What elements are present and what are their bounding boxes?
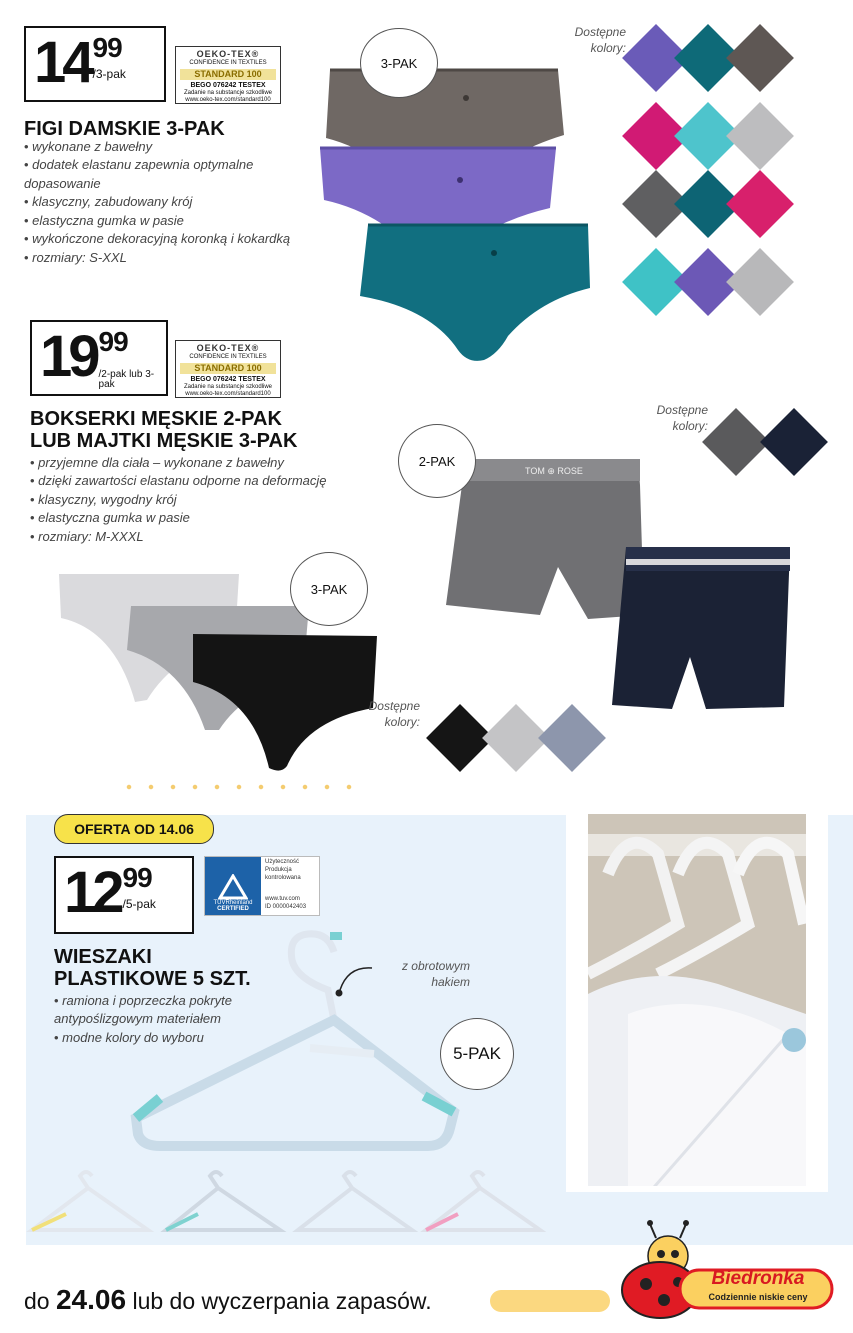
pack-label-hangers: 5-PAK [440,1018,514,1090]
price-box-underwear-men [30,320,168,396]
price-main: 19 [40,324,97,389]
price-box-hangers [54,856,194,934]
available-colors-label: Dostępne kolory: [656,403,708,434]
cert-code: BEGO 076242 TESTEX [190,375,266,383]
validity-suffix: lub do wyczerpania zapasów. [132,1288,432,1314]
tuv-triangle-icon [218,874,248,900]
brand-tagline: Codziennie niskie ceny [708,1292,808,1302]
pack-label-briefs-women: 3-PAK [360,28,438,98]
cert-standard: STANDARD 100 [180,363,276,374]
cert-note: Zadanie na substancje szkodliwe [183,384,273,391]
cert-sub: CONFIDENCE IN TEXTILES [189,59,267,66]
footer-accent-bar [490,1290,610,1312]
price-box-briefs-women [24,26,166,102]
feature-item: • ramiona i poprzeczka pokryte antypoślizgowym materiałem [54,992,264,1029]
feature-item: • rozmiary: S-XXL [24,249,294,267]
hanger-photo-image [588,814,806,1186]
color-swatch [726,170,794,238]
color-swatches-briefs-women [620,18,810,318]
price-unit: /2-pak lub 3-pak [98,369,155,390]
title-line: BOKSERKI MĘSKIE 2-PAK [30,408,282,430]
validity-prefix: do [24,1288,50,1314]
feature-item: • elastyczna gumka w pasie [30,509,370,527]
feature-item: • wykonane z bawełny [24,138,294,156]
hangers-row-image [26,1166,566,1244]
validity-date: 24.06 [55,1284,127,1315]
feature-item: • dodatek elastanu zapewnia optymalne dopasowanie [24,156,294,193]
validity-note [24,1284,432,1316]
product-title-underwear-men [30,408,297,452]
feature-item: • wykończone dekoracyjną koronką i kokardką [24,230,294,248]
section-divider [118,784,358,790]
color-swatch [726,24,794,92]
color-swatches-briefs-men [424,702,614,772]
available-colors-label: Dostępne kolory: [574,25,626,56]
color-swatches-boxers [700,406,830,476]
color-swatch [760,408,828,476]
cert-url: www.oeko-tex.com/standard100 [185,391,271,398]
title-line: PLASTIKOWE 5 SZT. [54,968,251,990]
cert-name: OEKO-TEX® [196,343,260,353]
biedronka-logo [620,1218,838,1322]
oeko-tex-certificate [175,46,281,104]
feature-item: • klasyczny, wygodny krój [30,491,370,509]
tuv-certified: CERTIFIED [217,906,249,912]
cert-url: www.oeko-tex.com/standard100 [185,97,271,104]
cert-code: BEGO 076242 TESTEX [190,81,266,89]
cert-standard: STANDARD 100 [180,69,276,80]
color-swatch [726,102,794,170]
tuv-certificate [204,856,320,916]
cert-sub: CONFIDENCE IN TEXTILES [189,353,267,360]
price-cents: 99 [98,326,128,357]
feature-list-underwear-men [30,454,370,546]
feature-item: • przyjemne dla ciała – wykonane z bawełny [30,454,370,472]
feature-list-briefs-women [24,138,294,267]
pack-label-boxers: 2-PAK [398,424,476,498]
price-cents: 99 [92,32,122,63]
price-main: 12 [64,860,121,925]
tuv-brand: TÜVRheinland [213,900,253,906]
tuv-logo [205,857,261,915]
brand-name: Biedronka [711,1268,805,1289]
price-unit: /5-pak [122,897,156,911]
cert-note: Zadanie na substancje szkodliwe [183,90,273,97]
price-main: 14 [34,30,91,95]
cert-name: OEKO-TEX® [196,49,260,59]
price-cents: 99 [122,862,152,893]
boxers-men-image [440,455,792,717]
feature-item: • elastyczna gumka w pasie [24,212,294,230]
waistband-text: TOM ⊕ ROSE [525,466,583,476]
product-title-briefs-women: FIGI DAMSKIE 3-PAK [24,118,225,140]
available-colors-label: Dostępne kolory: [368,699,420,730]
hanger-main-image [120,928,460,1156]
tuv-line: kontrolowana [265,874,301,881]
feature-item: • rozmiary: M-XXXL [30,528,370,546]
pack-label-briefs-men: 3-PAK [290,552,368,626]
tuv-line: Użyteczność [265,859,300,865]
title-line: WIESZAKI [54,946,152,968]
tuv-id: ID 0000042403 [265,904,307,911]
hook-note: z obrotowym hakiem [401,959,470,990]
tuv-line: Produkcja [265,866,292,873]
briefs-women-image [318,60,598,365]
feature-item: • modne kolory do wyboru [54,1029,264,1047]
color-swatch [726,248,794,316]
price-unit: /3-pak [92,67,126,81]
tuv-url: www.tuv.com [265,896,300,903]
tuv-details [261,857,310,915]
feature-item: • klasyczny, zabudowany krój [24,193,294,211]
hanger-photo [566,794,828,1192]
offer-date-badge: OFERTA OD 14.06 [54,814,214,844]
oeko-tex-certificate [175,340,281,398]
color-swatch [538,704,606,772]
title-line: LUB MAJTKI MĘSKIE 3-PAK [30,430,298,452]
feature-item: • dzięki zawartości elastanu odporne na deformację [30,472,370,490]
